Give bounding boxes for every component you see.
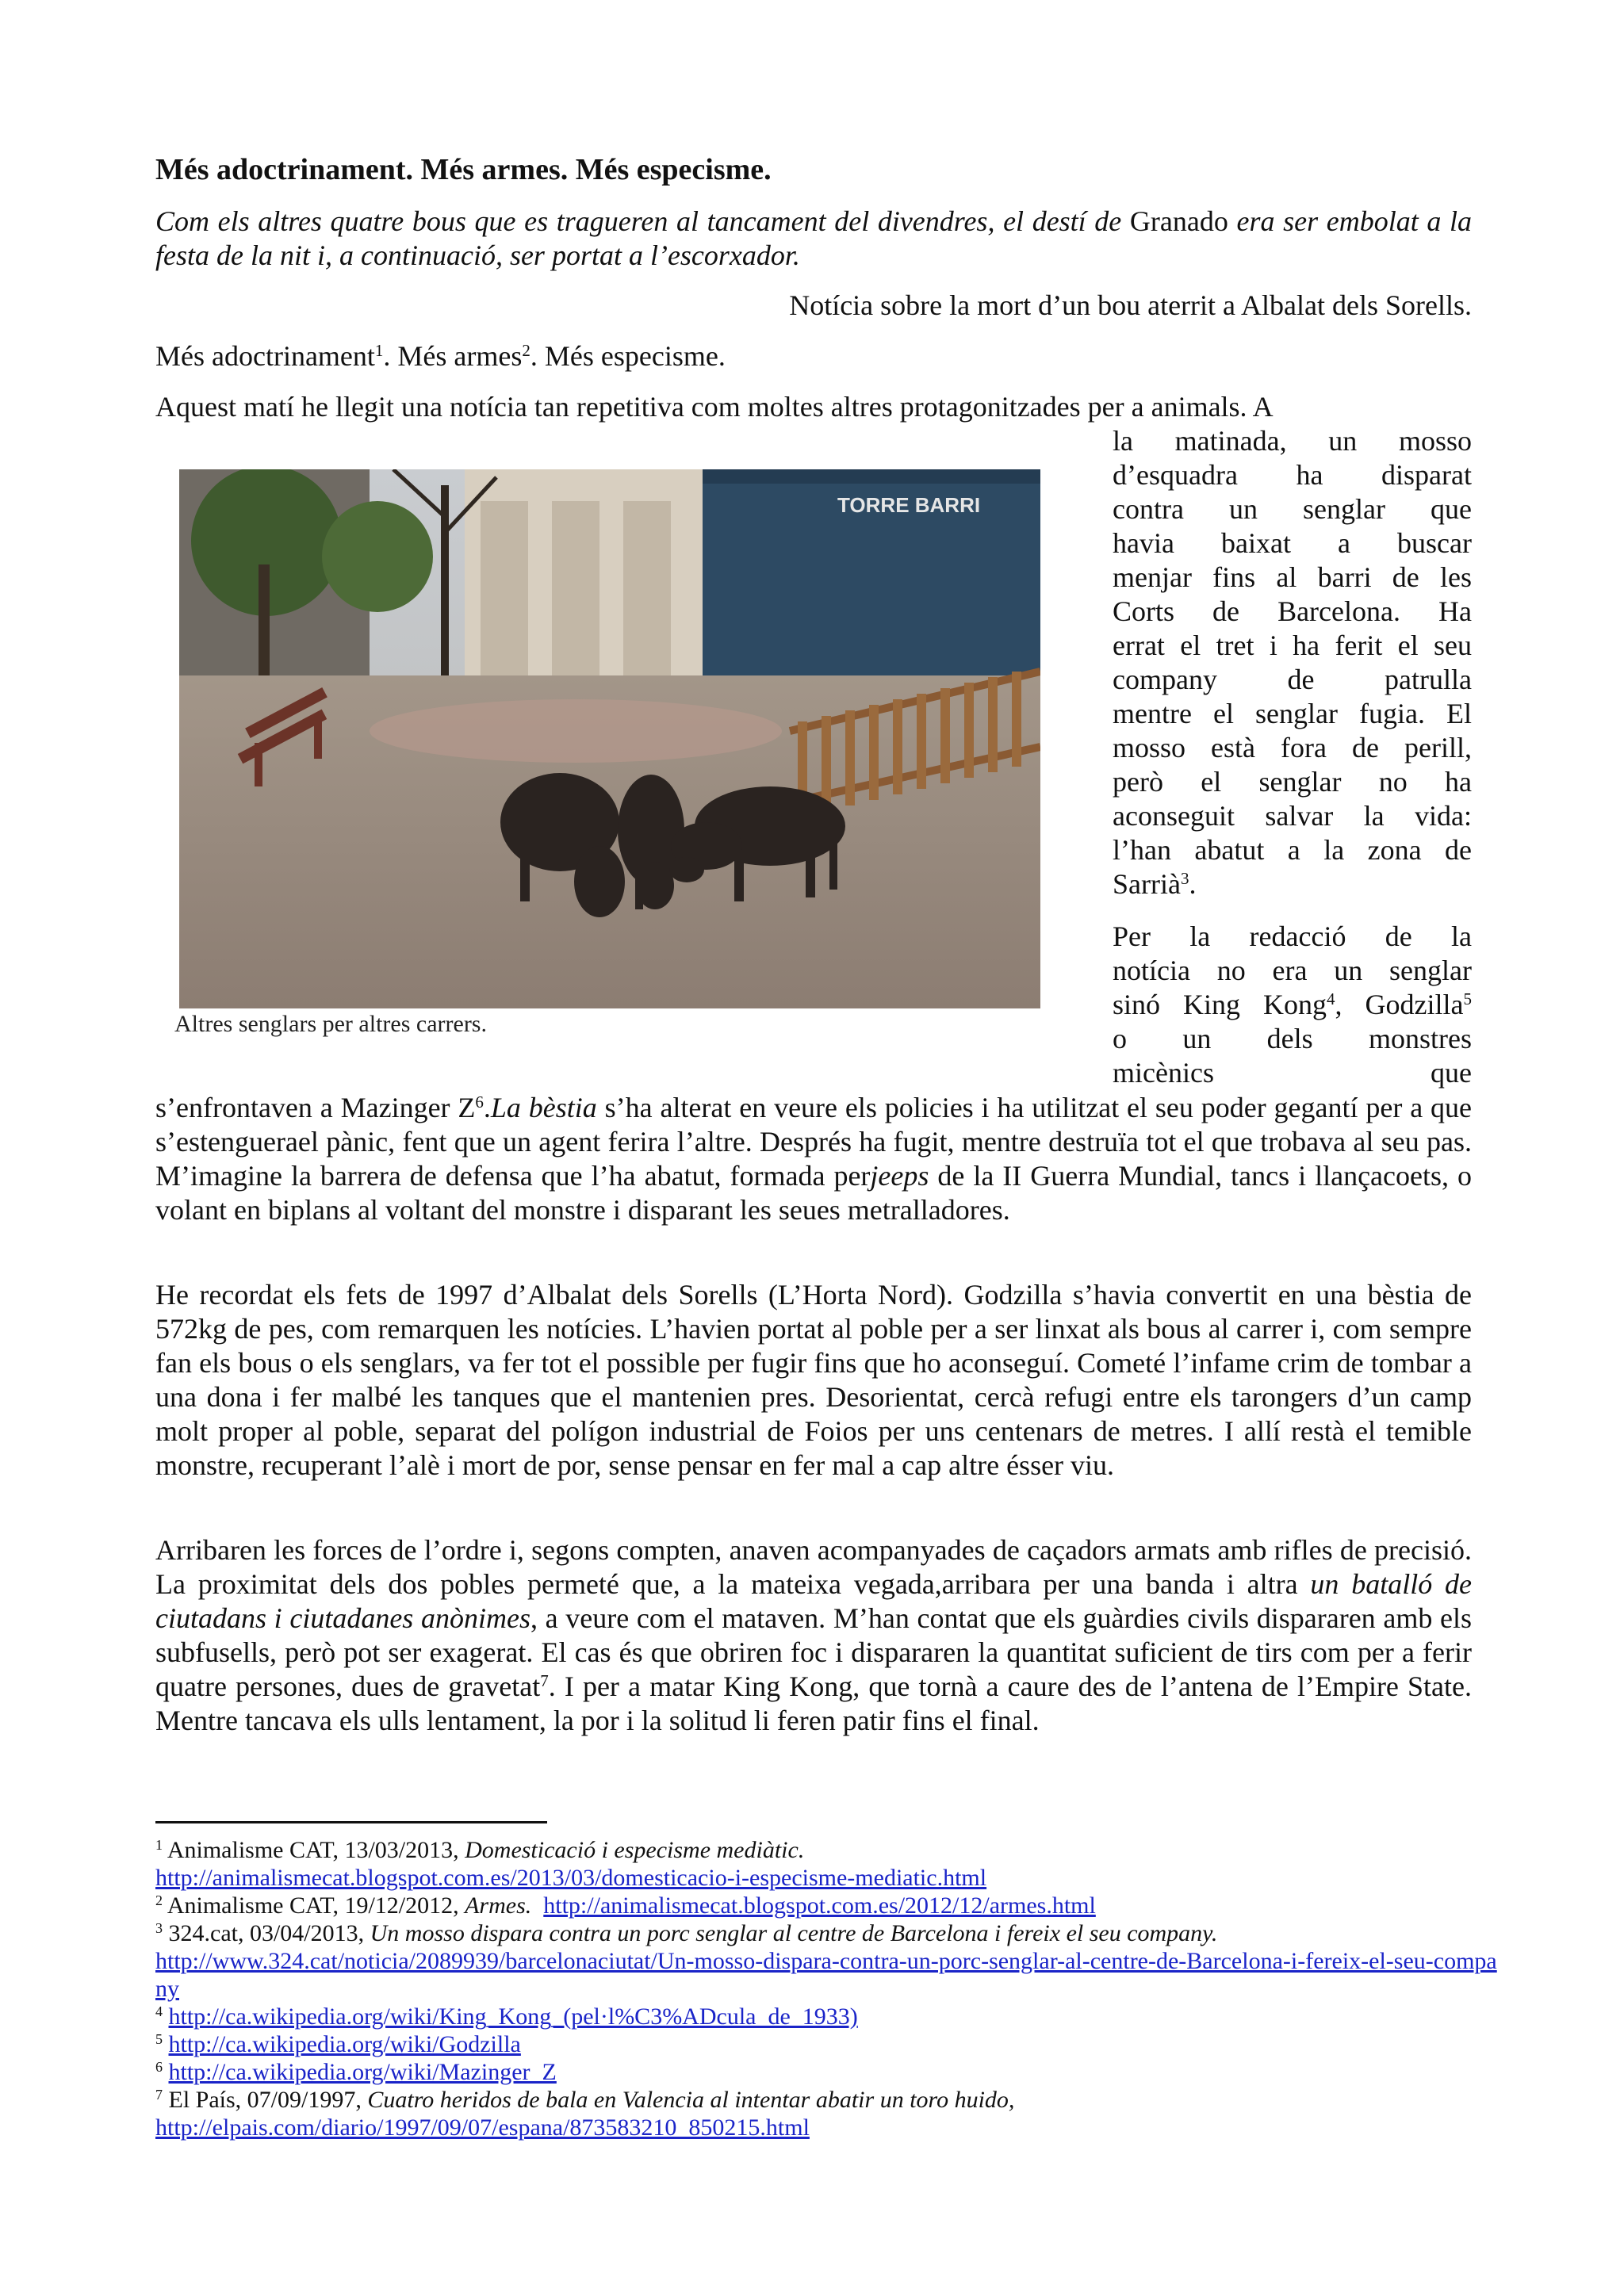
footnote-title: Un mosso dispara contra un porc senglar al centre de Barcelona i fereix el seu company.: [370, 1920, 1218, 1946]
footnote-3: [155, 1919, 1503, 2003]
column-line: havia baixat a buscar: [1113, 527, 1472, 559]
column-line: aconseguit salvar la vida:: [1113, 800, 1472, 832]
quote-name: Granado: [1129, 205, 1228, 237]
paragraph-1-column: [1113, 424, 1472, 901]
column-line: mosso està fora de perill,: [1113, 732, 1472, 763]
paragraph-3: He recordat els fets de 1997 d’Albalat dels Sorells (L’Horta Nord). Godzilla s’havia convertit en una bèstia de 572kg de pes, com remarquen les notícies. L’havien portat al poble per a ser linxat als bous al carrer i, com sempre fan els bous o els senglars, va fer tot el possible per fugir fins que ho aconseguí. Cometé l’infame crim de tombar a una dona i fer malbé les tanques que el mantenien pres. Desorientat, cercà refugi entre els tarongers d’un camp molt proper al poble, separat del polígon industrial de Foios per uns centenars de metres. I allí restà el temible monstre, recuperant l’alè i mort de por, sense pensar en fer mal a cap altre ésser viu.: [155, 1279, 1472, 1481]
footnote-6: [155, 2058, 1503, 2086]
column-line: però el senglar no ha: [1113, 766, 1472, 798]
paragraph-text: .: [483, 1092, 491, 1123]
paragraph-4: [155, 1533, 1472, 1738]
paragraph-italic: un batalló de ciutadans i ciutadanes anònimes: [155, 1568, 1473, 1634]
footnote-text: Animalisme CAT, 13/03/2013,: [163, 1837, 465, 1863]
footnote-ref[interactable]: 3: [1180, 869, 1189, 888]
footnote-ref[interactable]: 5: [1463, 989, 1472, 1008]
paragraph-2-continued: [155, 1091, 1472, 1227]
quote-part-1: Com els altres quatre bous que es tragueren al tancament del divendres, el destí de: [155, 205, 1130, 237]
wild-boar-photo: [179, 469, 1040, 1008]
column-line: notícia no era un senglar: [1113, 955, 1472, 986]
paragraph-text: . I per a matar King Kong, que tornà a caure des de l’antena de l’Empire State. Mentre tancava els ulls lentament, la por i la solitud li feren patir fins el final.: [155, 1670, 1472, 1736]
footnote-link[interactable]: http://elpais.com/diario/1997/09/07/espana/873583210_850215.html: [155, 2114, 810, 2141]
footnote-number: 2: [155, 1892, 163, 1908]
footnote-number: 6: [155, 2059, 163, 2075]
column-line: errat el tret i ha ferit el seu: [1113, 629, 1472, 661]
footnote-5: [155, 2030, 1503, 2058]
column-line: la matinada, un mosso: [1113, 425, 1472, 457]
paragraph-1-first-line: Aquest matí he llegit una notícia tan repetitiva com moltes altres protagonitzades per a animals. A: [155, 391, 1274, 423]
footnote-text: El País, 07/09/1997,: [163, 2087, 368, 2113]
footnote-number: 3: [155, 1920, 163, 1936]
subtitle-part: . Més armes: [383, 340, 523, 372]
column-line: o un dels monstres: [1113, 1023, 1472, 1054]
epigraph-source: Notícia sobre la mort d’un bou aterrit a Albalat dels Sorells.: [789, 289, 1472, 321]
footnote-link[interactable]: http://ca.wikipedia.org/wiki/King_Kong_(pel·l%C3%ADcula_de_1933): [168, 2003, 858, 2030]
photo-caption: Altres senglars per altres carrers.: [174, 1011, 487, 1037]
footnote-title: Domesticació i especisme mediàtic.: [465, 1837, 805, 1863]
column-line: Per la redacció de la: [1113, 920, 1472, 952]
paragraph-text: Arribaren les forces de l’ordre i, segons compten, anaven acompanyades de caçadors armats amb rifles de precisió. La proximitat dels dos pobles permeté que, a la mateixa vegada,arribara per una banda i altra: [155, 1534, 1472, 1600]
footnote-text: [163, 2059, 169, 2085]
footnote-text: 324.cat, 03/04/2013,: [163, 1920, 370, 1946]
paragraph-text: de la II Guerra Mundial, tancs i llançacoets, o volant en biplans al voltant del monstre i disparant les seues metralladores.: [155, 1160, 1472, 1226]
footnote-title: Armes.: [465, 1892, 532, 1919]
column-line: Sarrià$^3$.: [1113, 868, 1197, 900]
footnote-link[interactable]: http://animalismecat.blogspot.com.es/2013/03/domesticacio-i-especisme-mediatic.html: [155, 1865, 987, 1891]
footnote-separator: [155, 1821, 547, 1823]
footnote-4: [155, 2003, 1503, 2030]
column-line: d’esquadra ha disparat: [1113, 459, 1472, 491]
paragraph-2-column: [1113, 920, 1472, 1090]
footnote-ref[interactable]: 7: [540, 1671, 549, 1690]
column-line: menjar fins al barri de les: [1113, 561, 1472, 593]
footnote-ref[interactable]: 2: [522, 341, 530, 360]
footnote-7: [155, 2086, 1503, 2141]
column-text: , Godzilla: [1335, 989, 1464, 1020]
paragraph-text: s’ha alterat en veure els policies i ha utilitzat el seu poder gegantí per a que s’estenguerael pànic, fent que un agent ferira l’altre. Després ha fugit, mentre destruïa tot el que trobava al seu pas. M’imagine la barrera de defensa que l’ha abatut, formada per: [155, 1092, 1473, 1192]
column-line: Corts de Barcelona. Ha: [1113, 595, 1472, 627]
footnote-number: 4: [155, 2003, 163, 2019]
column-line: mentre el senglar fugia. El: [1113, 698, 1472, 729]
article-title: Més adoctrinament. Més armes. Més especisme.: [155, 153, 772, 186]
footnote-text: [163, 2003, 169, 2030]
footnote-link[interactable]: http://ca.wikipedia.org/wiki/Mazinger_Z: [168, 2059, 557, 2085]
footnotes: [155, 1836, 1503, 2141]
paragraph-italic: La bèstia: [490, 1092, 597, 1123]
quote-part-2: era ser embolat a la festa de la nit i, a continuació, ser portat a l’escorxador.: [155, 205, 1473, 271]
footnote-ref[interactable]: 4: [1327, 989, 1335, 1008]
footnote-1: [155, 1836, 1503, 1892]
column-line: company de patrulla: [1113, 664, 1472, 695]
column-line: contra un senglar que: [1113, 493, 1472, 525]
column-text: Sarrià: [1113, 868, 1181, 900]
footnote-link[interactable]: http://animalismecat.blogspot.com.es/2012/12/armes.html: [543, 1892, 1096, 1919]
footnote-number: 1: [155, 1837, 163, 1853]
footnote-text: [163, 2031, 169, 2057]
footnote-title: Cuatro heridos de bala en Valencia al intentar abatir un toro huido,: [367, 2087, 1015, 2113]
paragraph-text: , a veure com el mataven. M’han contat que els guàrdies civils dispararen amb els subfusells, però pot ser exagerat. El cas és que obriren foc i dispararen la quantitat suficient de tirs com per a ferir quatre persones, dues de gravetat: [155, 1602, 1473, 1702]
footnote-2: [155, 1892, 1503, 1919]
footnote-link[interactable]: http://www.324.cat/noticia/2089939/barcelonaciutat/Un-mosso-dispara-contra-un-porc-senglar-al-centre-de-Barcelona-i-fereix-el-seu-company: [155, 1948, 1497, 2002]
subtitle-part: . Més especisme.: [530, 340, 726, 372]
column-line: micènics que: [1113, 1057, 1472, 1089]
footnote-text: Animalisme CAT, 19/12/2012,: [163, 1892, 465, 1919]
paragraph-italic: jeeps: [870, 1160, 929, 1192]
footnote-number: 7: [155, 2087, 163, 2103]
subtitle-part: Més adoctrinament: [155, 340, 375, 372]
footnote-ref[interactable]: 1: [374, 341, 384, 360]
epigraph-quote: [155, 205, 1472, 273]
footnote-link[interactable]: http://ca.wikipedia.org/wiki/Godzilla: [168, 2031, 521, 2057]
paragraph-text: s’enfrontaven a Mazinger Z: [155, 1092, 476, 1123]
footnote-number: 5: [155, 2031, 163, 2047]
footnote-ref[interactable]: 6: [475, 1093, 484, 1112]
column-line: [1113, 988, 1472, 1022]
column-line: l’han abatut a la zona de: [1113, 834, 1472, 866]
building-sign: TORRE BARRI: [837, 493, 981, 517]
column-text: sinó King Kong: [1113, 989, 1327, 1020]
subtitle-line: [155, 339, 1472, 373]
